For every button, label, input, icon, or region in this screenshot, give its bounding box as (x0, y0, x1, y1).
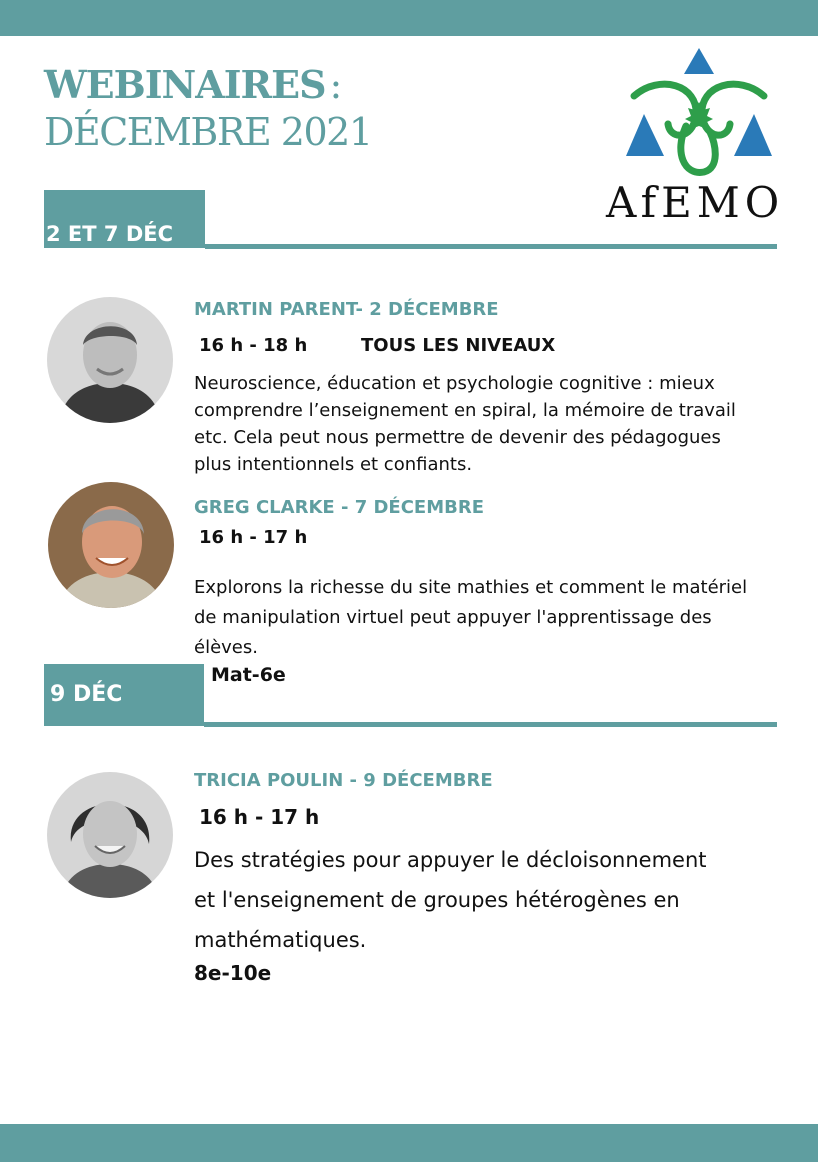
session-time: 16 h - 17 h (199, 805, 320, 829)
session-level: Mat-6e (211, 664, 286, 686)
description-line: Neuroscience, éducation et psychologie cognitive : mieux (194, 373, 715, 394)
page-subtitle: DÉCEMBRE 2021 (44, 110, 372, 154)
session-time: 16 h - 17 h (199, 527, 308, 548)
bottom-band (0, 1124, 818, 1162)
description-line: Explorons la richesse du site mathies et comment le matériel (194, 577, 748, 598)
section-divider (205, 244, 777, 249)
section-tab-2-7-dec (44, 190, 205, 248)
page-title (44, 62, 341, 107)
speaker-name: TRICIA POULIN - 9 DÉCEMBRE (194, 770, 493, 791)
avatar-greg-clarke (48, 482, 174, 608)
top-band (0, 0, 818, 36)
section-tab-9-dec (44, 664, 204, 726)
description-line: plus intentionnels et confiants. (194, 454, 473, 475)
section-label: 9 DÉC (50, 682, 123, 707)
title-word: WEBINAIRES (44, 62, 326, 107)
session-level: TOUS LES NIVEAUX (361, 335, 556, 356)
session-description (194, 573, 794, 663)
speaker-name: GREG CLARKE - 7 DÉCEMBRE (194, 497, 485, 518)
avatar-tricia-poulin (47, 772, 173, 898)
description-line: élèves. (194, 637, 258, 658)
logo-swirl-bottom (681, 126, 715, 172)
section-divider (204, 722, 777, 727)
logo-triangle-right (734, 114, 772, 156)
description-line: comprendre l’enseignement en spiral, la mémoire de travail (194, 400, 736, 421)
description-line: mathématiques. (194, 928, 367, 952)
session-description (194, 370, 794, 478)
speaker-name: MARTIN PARENT- 2 DÉCEMBRE (194, 299, 499, 320)
avatar-martin-parent (47, 297, 173, 423)
logo-wordmark: AfEMO (606, 178, 785, 227)
title-colon: : (329, 63, 342, 107)
description-line: Des stratégies pour appuyer le décloisonnement (194, 848, 707, 872)
logo-triangle-top (684, 48, 714, 74)
session-description (194, 840, 794, 960)
session-level: 8e-10e (194, 961, 272, 985)
session-time: 16 h - 18 h (199, 335, 308, 356)
description-line: et l'enseignement de groupes hétérogènes en (194, 888, 680, 912)
logo-triangle-left (626, 114, 664, 156)
description-line: de manipulation virtuel peut appuyer l'apprentissage des (194, 607, 712, 628)
section-label: 2 ET 7 DÉC (46, 222, 174, 246)
description-line: etc. Cela peut nous permettre de devenir des pédagogues (194, 427, 721, 448)
